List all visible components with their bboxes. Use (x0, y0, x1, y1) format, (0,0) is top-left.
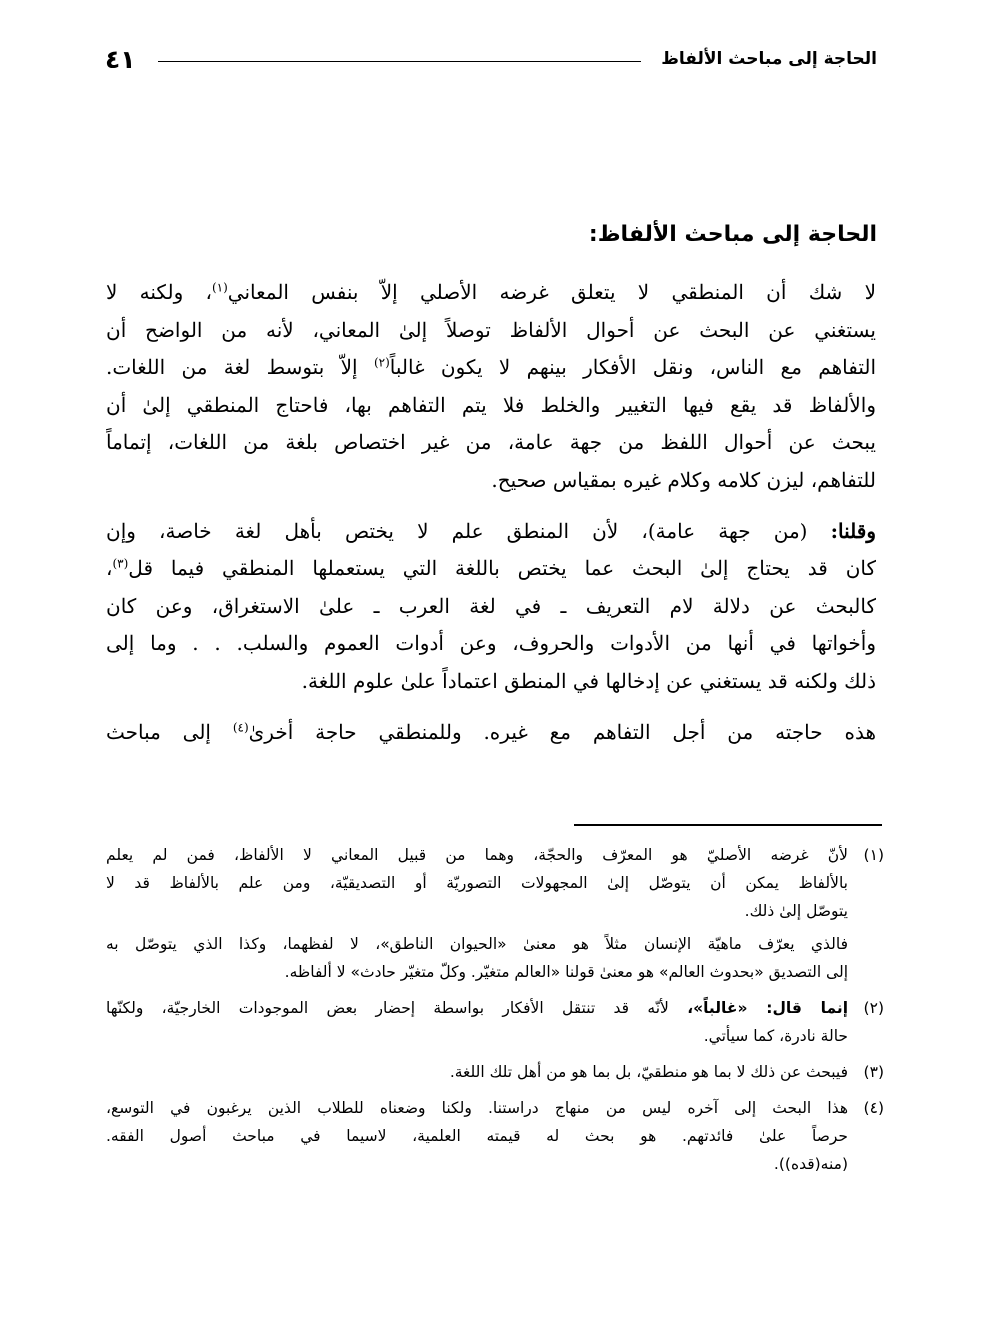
page-number: ٤١ (105, 44, 136, 74)
footnote-4-number: (٤) (863, 1099, 884, 1117)
footnote-1-continuation-line-2: إلى التصديق «بحدوث العالم» هو معنىٰ قولنا «العالم متغيّر. وكلّ متغيّر حادث» لا ألفاظه. (284, 963, 848, 981)
footnote-ref-1[interactable]: (١) (211, 280, 228, 295)
paragraph-2-line-2-tail: ، (106, 556, 113, 581)
footnote-4-line-1: هذا البحث إلى آخره ليس من منهاج دراستنا. ولكنا وضعناه للطلاب الذين يرغبون في التوسع، (106, 1099, 848, 1117)
footnote-3-line-1: فيبحث عن ذلك لا بما هو منطقيّ، بل بما هو من أهل تلك اللغة. (449, 1063, 848, 1081)
footnote-2-line-2: حالة نادرة، كما سيأتي. (703, 1027, 848, 1045)
footnote-2-number: (٢) (863, 999, 884, 1017)
paragraph-2-line-1-text: (من جهة عامة)، لأن المنطق علم لا يختص بأهل لغة خاصة، وإن (106, 518, 831, 543)
running-title: الحاجة إلى مباحث الألفاظ (661, 49, 877, 69)
paragraph-1-line-1-tail: ، ولكنه لا (106, 280, 212, 304)
footnote-2-text (106, 994, 848, 1050)
paragraph-2-line-3: كالبحث عن دلالة لام التعريف ـ في لغة العرب ـ علىٰ الاستغراق، وعن كان (106, 593, 876, 618)
header-rule (158, 61, 642, 62)
footnote-ref-2[interactable]: (٢) (373, 355, 390, 370)
footnote-1-line-2: بالألفاظ يمكن أن يتوصّل إلىٰ المجهولات التصوريّة أو التصديقيّة، ومن علم بالألفاظ قد لا (106, 874, 848, 892)
paragraph-3-line-1-tail: إلى مباحث (106, 719, 233, 744)
paragraph-1-line-3-tail: إلاّ بتوسط لغة من اللغات. (106, 355, 374, 380)
paragraph-1-line-6: للتفاهم، ليزن كلامه وكلام غيره بمقياس صحيح. (491, 467, 876, 492)
paragraph-1-line-4: والألفاظ قد يقع فيها التغيير والخلط فلا يتم التفاهم بها، فاحتاج المنطقي إلىٰ أن (106, 392, 876, 417)
footnote-1-continuation-line-1: فالذي يعرّف ماهيّة الإنسان مثلاً هو معنىٰ «الحيوان الناطق»، لا لفظهما، وكذا الذي يتوصّل به (106, 935, 848, 953)
paragraph-2-line-4: وأخواتها في أنها من الأدوات والحروف، وعن أدوات العموم والسلب. . . وما إلى (106, 631, 876, 656)
running-header (105, 38, 877, 80)
paragraph-1-line-3 (106, 349, 876, 387)
paragraph-2-line-2 (106, 550, 876, 588)
footnote-3-text (106, 1058, 848, 1086)
footnote-1-number: (١) (863, 846, 884, 864)
footnote-1-text (106, 841, 848, 925)
paragraph-2-lead: وقلنا: (830, 518, 876, 543)
paragraph-1-line-1-text: لا شك أن المنطقي لا يتعلق غرضه الأصلي إلاّ بنفس المعاني (227, 280, 876, 304)
paragraph-1 (106, 274, 876, 500)
footnote-4-line-2: حرصاً علىٰ فائدتهم. هو بحث له قيمته العلمية، لاسيما في مباحث أصول الفقه. (106, 1127, 848, 1145)
paragraph-2 (106, 513, 876, 701)
footnote-2 (106, 994, 884, 1050)
footnote-2-lead: إنما قال: «غالباً»، (687, 999, 848, 1017)
paragraph-1-line-5: يبحث عن أحوال اللفظ من جهة عامة، من غير اختصاص بلغة من اللغات، إتماماً (106, 430, 876, 455)
footnote-1-line-3: يتوصّل إلىٰ ذلك. (744, 902, 848, 920)
footnote-ref-3[interactable]: (٣) (112, 556, 129, 571)
paragraph-3 (106, 714, 876, 752)
paragraph-1-line-1 (106, 274, 876, 312)
paragraph-3-line-1 (106, 714, 876, 752)
footnote-1 (106, 841, 884, 986)
footnote-separator (574, 824, 882, 826)
paragraph-2-line-2-text: كان قد يحتاج إلىٰ البحث عما يختص باللغة التي يستعملها المنطقي فيما قل (128, 556, 876, 581)
footnote-4-line-3: (منه(قده)). (773, 1155, 848, 1173)
paragraph-3-line-1-text: هذه حاجته من أجل التفاهم مع غيره. وللمنطقي حاجة أخرىٰ (248, 719, 876, 744)
section-heading: الحاجة إلى مباحث الألفاظ: (588, 222, 877, 247)
footnote-1-line-1: لأنّ غرضه الأصليّ هو المعرّف والحجّة، وهما من قبيل المعاني لا الألفاظ، فمن لم يعلم (106, 846, 848, 864)
footnote-3 (106, 1058, 884, 1086)
footnote-4-text (106, 1094, 848, 1178)
footnote-4 (106, 1094, 884, 1178)
footnote-1-continuation (106, 930, 848, 986)
footnote-ref-4[interactable]: (٤) (232, 719, 249, 734)
footnote-3-number: (٣) (863, 1063, 884, 1081)
paragraph-1-line-3-text: التفاهم مع الناس، ونقل الأفكار بينهم لا يكون غالباً (389, 355, 876, 380)
footnote-2-line-1 (106, 994, 848, 1022)
paragraph-1-line-2: يستغني عن البحث عن أحوال الألفاظ توصلاً إلىٰ المعاني، لأنه من الواضح أن (106, 317, 876, 342)
footnotes (106, 841, 884, 1186)
footnote-2-line-1-text: لأنّه قد تنتقل الأفكار بواسطة إحضار بعض الموجودات الخارجيّة، ولكنّها (106, 999, 688, 1017)
paragraph-2-line-1 (106, 513, 876, 551)
main-text (106, 274, 876, 764)
paragraph-2-line-5: ذلك ولكنه قد يستغني عن إدخالها في المنطق اعتماداً علىٰ علوم اللغة. (301, 668, 876, 693)
